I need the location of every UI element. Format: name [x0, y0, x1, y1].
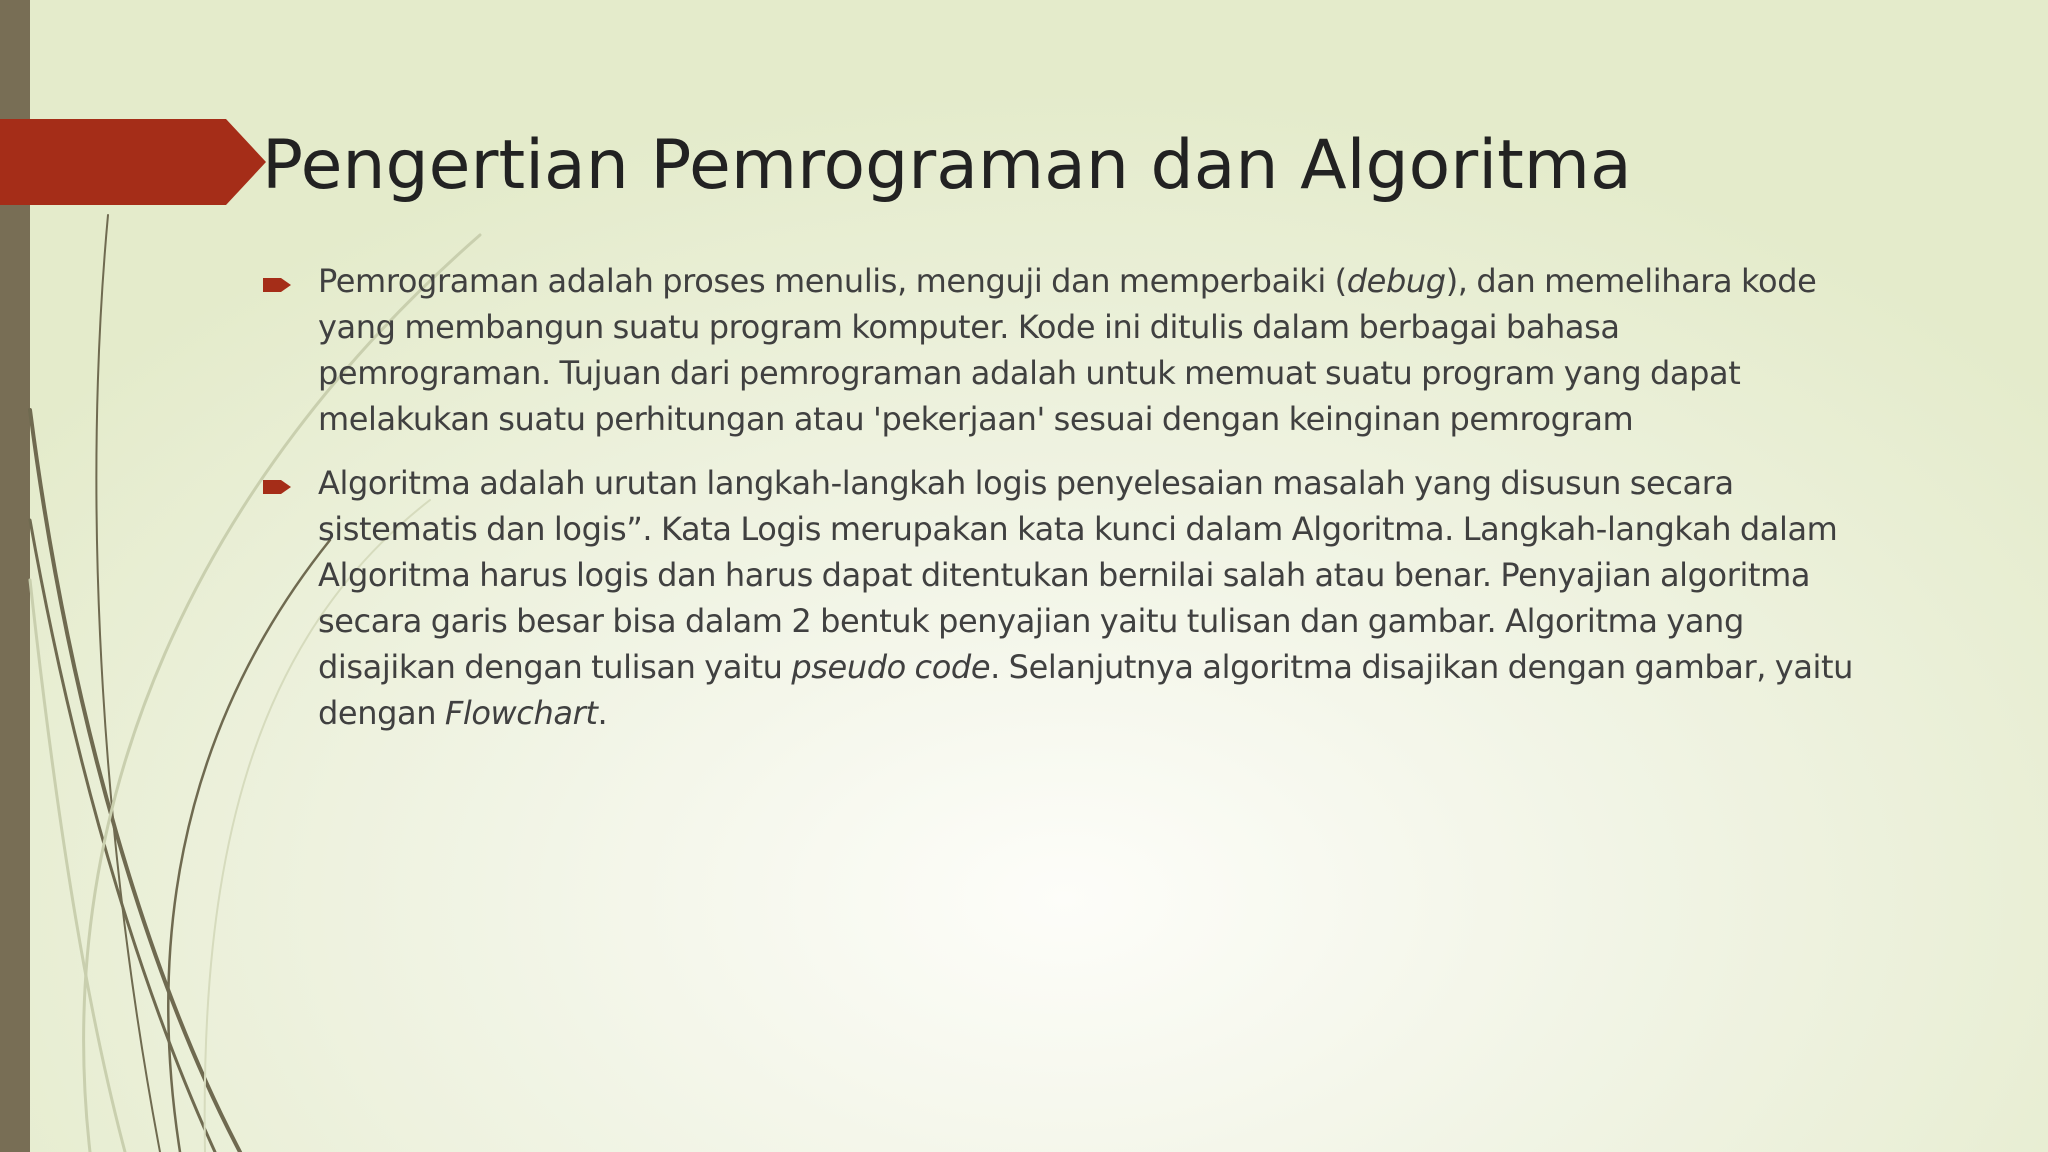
arrow-bullet-icon: [263, 477, 293, 497]
arrow-bullet-icon: [263, 275, 293, 295]
text-segment: Algoritma adalah urutan langkah-langkah logis penyelesaian masalah yang disusun secara sistematis dan logis”. Kata Logis merupakan kata kunci dalam Algoritma. Langkah-langkah dalam Algoritma harus logis dan harus dapat ditentukan bernilai salah atau benar. Penyajian algoritma secara garis besar bisa dalam 2 bentuk penyajian yaitu tulisan dan gambar. Algoritma yang disajikan dengan tulisan yaitu: [318, 464, 1838, 686]
text-segment: Pemrograman adalah proses menulis, menguji dan memperbaiki (: [318, 262, 1347, 300]
slide-title: Pengertian Pemrograman dan Algoritma: [262, 126, 1632, 205]
text-segment: .: [597, 694, 608, 732]
bullet-list: [260, 258, 1860, 754]
italic-term: pseudo code: [791, 648, 991, 686]
title-accent-tab: [0, 119, 266, 205]
bullet-item-algoritma: [260, 460, 1860, 736]
text-segment: . Selanjutnya algoritma disajikan dengan gambar, yaitu dengan: [318, 648, 1854, 732]
italic-term: debug: [1346, 262, 1446, 300]
bullet-item-pemrograman: [260, 258, 1860, 442]
italic-term: Flowchart: [444, 694, 598, 732]
text-segment: ), dan memelihara kode yang membangun suatu program komputer. Kode ini ditulis dalam berbagai bahasa pemrograman. Tujuan dari pemrograman adalah untuk memuat suatu program yang dapat melakukan suatu perhitungan atau 'pekerjaan' sesuai dengan keinginan pemrogram: [318, 262, 1817, 438]
bullet-text: [318, 258, 1860, 442]
bullet-text: [318, 460, 1860, 736]
